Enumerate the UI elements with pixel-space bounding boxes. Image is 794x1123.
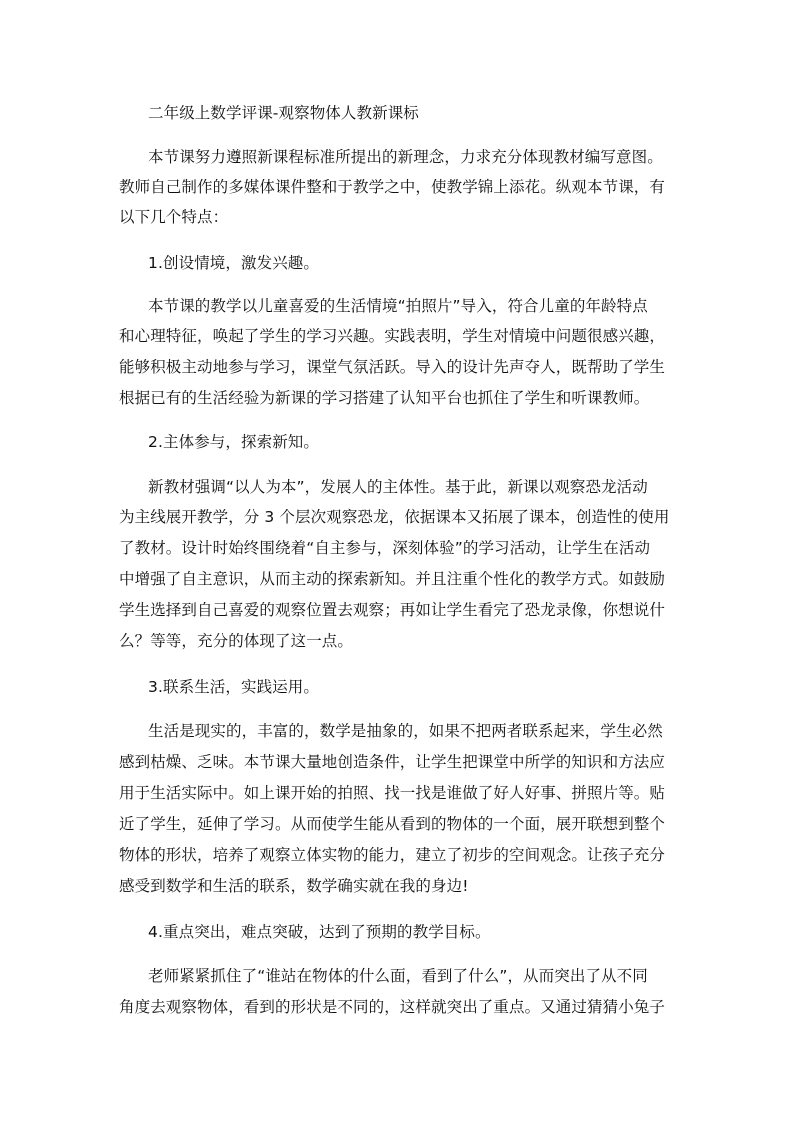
paragraph-5-line-2: 角度去观察物体，看到的形状是不同的，这样就突出了重点。又通过猜猜小兔子 [119,998,666,1016]
paragraph-3-line-6: 么？等等，充分的体现了这一点。 [119,632,354,650]
paragraph-3-line-2: 为主线展开教学，分 3 个层次观察恐龙，依据课本又拓展了课本，创造性的使用 [119,508,670,526]
paragraph-1-line-2: 教师自己制作的多媒体课件整和于教学之中，使教学锦上添花。纵观本节课，有 [119,178,666,196]
section-heading-1: 1.创设情境，激发兴趣。 [148,254,319,272]
paragraph-3-line-3: 了教材。设计时始终围绕着“自主参与，深刻体验”的学习活动，让学生在活动 [119,539,651,557]
paragraph-1-line-1: 本节课努力遵照新课程标准所提出的新理念，力求充分体现教材编写意图。 [148,148,663,166]
paragraph-4-line-6: 感受到数学和生活的联系，数学确实就在我的身边! [119,877,469,895]
paragraph-4-line-5: 物体的形状，培养了观察立体实物的能力，建立了初步的空间观念。让孩子充分 [119,846,666,864]
section-heading-4: 4.重点突出，难点突破，达到了预期的教学目标。 [148,923,491,941]
paragraph-3-line-1: 新教材强调“以人为本”，发展人的主体性。基于此，新课以观察恐龙活动 [148,478,648,496]
paragraph-1-line-3: 以下几个特点： [119,208,229,226]
document-page [119,0,677,1123]
paragraph-5-line-1: 老师紧紧抓住了“谁站在物体的什么面，看到了什么”，从而突出了从不同 [148,967,648,985]
paragraph-4-line-2: 感到枯燥、乏味。本节课大量地创造条件，让学生把课堂中所学的知识和方法应 [119,753,666,771]
paragraph-2-line-4: 根据已有的生活经验为新课的学习搭建了认知平台也抓住了学生和听课教师。 [119,389,650,407]
paragraph-4-line-3: 用于生活实际中。如上课开始的拍照、找一找是谁做了好人好事、拼照片等。贴 [119,784,666,802]
section-heading-3: 3.联系生活，实践运用。 [148,678,319,696]
paragraph-2-line-3: 能够积极主动地参与学习，课堂气氛活跃。导入的设计先声夺人，既帮助了学生 [119,358,666,376]
paragraph-4-line-4: 近了学生，延伸了学习。从而使学生能从看到的物体的一个面，展开联想到整个 [119,815,666,833]
paragraph-2-line-1: 本节课的教学以儿童喜爱的生活情境“拍照片”导入，符合儿童的年龄特点 [148,297,648,315]
document-title: 二年级上数学评课-观察物体人教新课标 [148,104,419,122]
section-heading-2: 2.主体参与，探索新知。 [148,433,319,451]
paragraph-3-line-4: 中增强了自主意识，从而主动的探索新知。并且注重个性化的教学方式。如鼓励 [119,570,666,588]
paragraph-3-line-5: 学生选择到自己喜爱的观察位置去观察；再如让学生看完了恐龙录像，你想说什 [119,601,666,619]
paragraph-2-line-2: 和心理特征，唤起了学生的学习兴趣。实践表明，学生对情境中问题很感兴趣， [119,327,666,345]
paragraph-4-line-1: 生活是现实的，丰富的，数学是抽象的，如果不把两者联系起来，学生必然 [148,722,663,740]
